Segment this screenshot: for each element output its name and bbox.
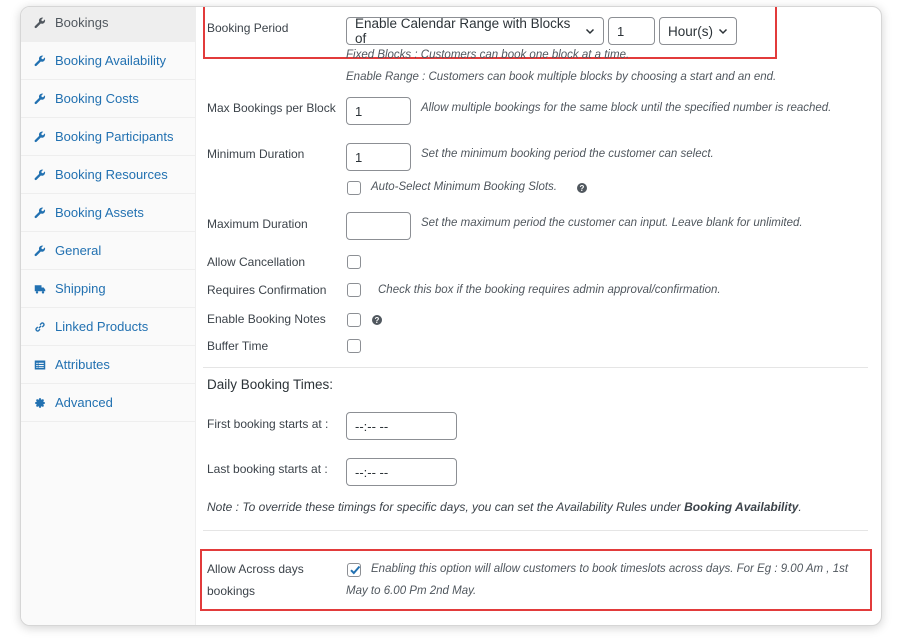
- note-link-booking-availability: Booking Availability: [684, 500, 799, 514]
- sidebar-item-label: Booking Participants: [55, 129, 174, 144]
- checkmark-icon: [348, 563, 362, 577]
- min-duration-label: Minimum Duration: [207, 147, 305, 161]
- across-days-desc-line2: May to 6.00 Pm 2nd May.: [346, 585, 477, 597]
- sidebar-item-booking-costs[interactable]: [21, 80, 196, 118]
- link-icon: [33, 320, 47, 334]
- sidebar-item-label: Booking Availability: [55, 53, 167, 68]
- help-icon[interactable]: ?: [372, 315, 382, 325]
- wrench-icon: [33, 130, 47, 144]
- requires-confirmation-label: Requires Confirmation: [207, 283, 327, 297]
- wrench-icon: [33, 244, 47, 258]
- max-bookings-value: 1: [355, 103, 363, 119]
- across-days-checkbox[interactable]: [347, 563, 361, 577]
- chevron-down-icon: [718, 26, 728, 36]
- sidebar-item-label: General: [55, 243, 102, 258]
- wrench-icon: [33, 168, 47, 182]
- first-booking-label: First booking starts at :: [207, 417, 329, 431]
- block-count-value: 1: [617, 23, 625, 39]
- booking-period-label: Booking Period: [207, 21, 289, 35]
- max-bookings-desc: Allow multiple bookings for the same block until the specified number is reached.: [421, 102, 832, 114]
- sidebar-item-booking-assets[interactable]: [21, 194, 196, 232]
- sidebar-item-booking-participants[interactable]: [21, 118, 196, 156]
- note-suffix: .: [798, 500, 802, 514]
- sidebar-item-label: Booking Assets: [55, 205, 144, 220]
- sidebar-item-booking-resources[interactable]: [21, 156, 196, 194]
- wrench-icon: [33, 92, 47, 106]
- booking-period-select[interactable]: [346, 17, 604, 45]
- sidebar-item-bookings[interactable]: [21, 6, 196, 42]
- sidebar-item-general[interactable]: [21, 232, 196, 270]
- chevron-down-icon: [585, 26, 595, 36]
- truck-icon: [33, 282, 47, 296]
- allow-cancellation-label: Allow Cancellation: [207, 255, 306, 269]
- requires-confirmation-desc: Check this box if the booking requires admin approval/confirmation.: [378, 284, 721, 296]
- across-days-desc-line1: Enabling this option will allow customers to book timeslots across days. For Eg : 9.00 Am , 1st: [371, 563, 849, 575]
- min-duration-input[interactable]: [346, 143, 411, 171]
- sidebar-item-attributes[interactable]: [21, 346, 196, 384]
- last-booking-label: Last booking starts at :: [207, 462, 328, 476]
- auto-select-checkbox[interactable]: [347, 181, 361, 195]
- unit-select[interactable]: [659, 17, 737, 45]
- across-days-label-line1: Allow Across days: [207, 562, 304, 576]
- max-duration-input[interactable]: [346, 212, 411, 240]
- min-duration-desc: Set the minimum booking period the customer can select.: [421, 148, 714, 160]
- last-booking-time-value: --:-- --: [355, 464, 389, 480]
- first-booking-time-input[interactable]: [346, 412, 457, 440]
- wrench-icon: [33, 54, 47, 68]
- daily-times-heading: Daily Booking Times:: [207, 377, 334, 392]
- highlight-across-days: [200, 549, 872, 611]
- auto-select-label: Auto-Select Minimum Booking Slots.: [371, 181, 557, 193]
- across-days-label-line2: bookings: [207, 584, 256, 598]
- buffer-time-checkbox[interactable]: [347, 339, 361, 353]
- sidebar-item-label: Linked Products: [55, 319, 149, 334]
- sidebar-item-label: Shipping: [55, 281, 106, 296]
- list-icon: [33, 358, 47, 372]
- booking-period-select-value: Enable Calendar Range with Blocks of: [355, 16, 571, 46]
- booking-notes-label: Enable Booking Notes: [207, 312, 326, 326]
- help-icon[interactable]: ?: [577, 183, 587, 193]
- product-data-tabs: [21, 7, 196, 625]
- min-duration-value: 1: [355, 149, 363, 165]
- sidebar-item-booking-availability[interactable]: [21, 42, 196, 80]
- block-count-input[interactable]: [608, 17, 655, 45]
- enable-range-desc: Enable Range : Customers can book multiple blocks by choosing a start and an end.: [346, 71, 777, 83]
- unit-select-value: Hour(s): [668, 23, 714, 39]
- divider: [203, 367, 868, 368]
- sidebar-item-label: Booking Resources: [55, 167, 168, 182]
- max-bookings-label: Max Bookings per Block: [207, 101, 336, 115]
- sidebar-item-label: Booking Costs: [55, 91, 139, 106]
- booking-notes-checkbox[interactable]: [347, 313, 361, 327]
- allow-cancellation-checkbox[interactable]: [347, 255, 361, 269]
- buffer-time-label: Buffer Time: [207, 339, 269, 353]
- gear-icon: [33, 396, 47, 410]
- max-duration-label: Maximum Duration: [207, 217, 308, 231]
- last-booking-time-input[interactable]: [346, 458, 457, 486]
- settings-panel: [20, 6, 882, 626]
- fixed-blocks-desc: Fixed Blocks : Customers can book one block at a time.: [346, 49, 630, 61]
- sidebar-item-linked-products[interactable]: [21, 308, 196, 346]
- max-duration-desc: Set the maximum period the customer can input. Leave blank for unlimited.: [421, 217, 803, 229]
- wrench-icon: [33, 16, 47, 30]
- availability-note: [207, 500, 802, 514]
- max-bookings-input[interactable]: [346, 97, 411, 125]
- sidebar-item-advanced[interactable]: [21, 384, 196, 422]
- requires-confirmation-checkbox[interactable]: [347, 283, 361, 297]
- divider: [203, 530, 868, 531]
- sidebar-item-label: Bookings: [55, 15, 109, 30]
- sidebar-item-shipping[interactable]: [21, 270, 196, 308]
- sidebar-item-label: Attributes: [55, 357, 110, 372]
- sidebar-item-label: Advanced: [55, 395, 113, 410]
- note-prefix: Note : To override these timings for specific days, you can set the Availability Rules under: [207, 500, 685, 514]
- first-booking-time-value: --:-- --: [355, 418, 389, 434]
- wrench-icon: [33, 206, 47, 220]
